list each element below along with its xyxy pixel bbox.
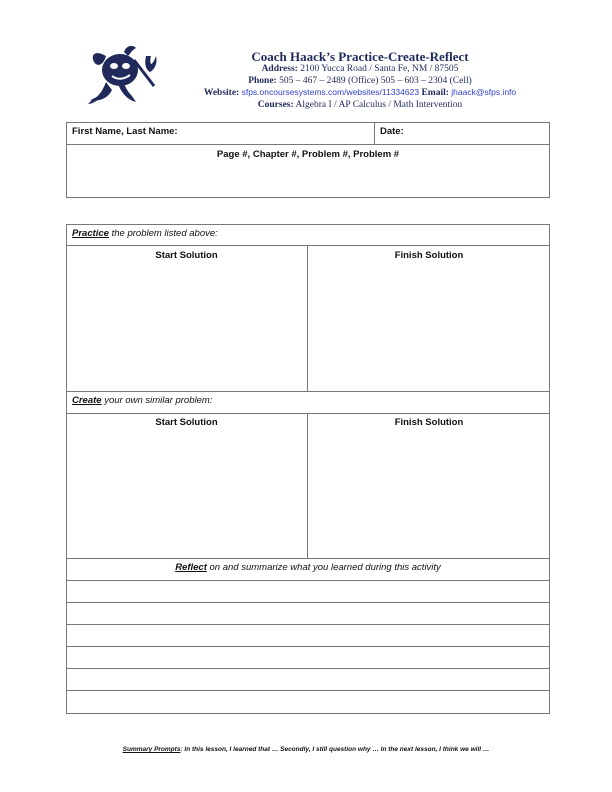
- contact-line: Website: sfps.oncoursesystems.com/websites/11334623 Email: jhaack@sfps.info: [203, 87, 517, 98]
- problem-field-label: Page #, Chapter #, Problem #, Problem #: [216, 149, 400, 160]
- phone-line: Phone: 505 – 467 – 2489 (Office) 505 – 603 – 2304 (Cell): [248, 75, 472, 86]
- create-finish-area[interactable]: [309, 431, 549, 557]
- email-link[interactable]: jhaack@sfps.info: [451, 87, 517, 97]
- page-title: Coach Haack’s Practice-Create-Reflect: [251, 49, 469, 64]
- divider: [374, 122, 375, 145]
- date-field-label: Date:: [380, 126, 404, 137]
- page-header: [160, 49, 560, 111]
- divider: [66, 558, 550, 559]
- practice-start-label: Start Solution: [155, 250, 218, 261]
- reflect-line[interactable]: [66, 690, 550, 713]
- divider: [66, 413, 550, 414]
- reflect-line[interactable]: [66, 646, 550, 669]
- website-link[interactable]: sfps.oncoursesystems.com/websites/11334623: [241, 87, 420, 97]
- reflect-line[interactable]: [66, 602, 550, 625]
- create-heading: Create your own similar problem:: [72, 395, 213, 406]
- name-field-label: First Name, Last Name:: [72, 126, 178, 137]
- create-start-area[interactable]: [67, 431, 306, 557]
- courses-line: Courses: Algebra I / AP Calculus / Math Intervention: [257, 99, 463, 110]
- practice-start-area[interactable]: [67, 264, 306, 390]
- address-line: Address: 2100 Yucca Road / Santa Fe, NM / 87505: [261, 64, 459, 74]
- create-finish-label: Finish Solution: [394, 417, 464, 428]
- practice-finish-label: Finish Solution: [394, 250, 464, 261]
- practice-finish-area[interactable]: [309, 264, 549, 390]
- reflect-line[interactable]: [66, 624, 550, 647]
- create-start-label: Start Solution: [155, 417, 218, 428]
- reflect-line[interactable]: [66, 668, 550, 691]
- reflect-heading: Reflect on and summarize what you learned during this activity: [175, 562, 441, 573]
- divider: [66, 245, 550, 246]
- reflect-line[interactable]: [66, 580, 550, 603]
- practice-heading: Practice the problem listed above:: [72, 228, 218, 239]
- devil-mascot-icon: [84, 42, 164, 108]
- divider: [307, 413, 308, 558]
- divider: [307, 245, 308, 391]
- divider: [66, 391, 550, 392]
- summary-prompts: Summary Prompts: In this lesson, I learned that … Secondly, I still question why … In the next lesson, I think we will …: [122, 746, 490, 753]
